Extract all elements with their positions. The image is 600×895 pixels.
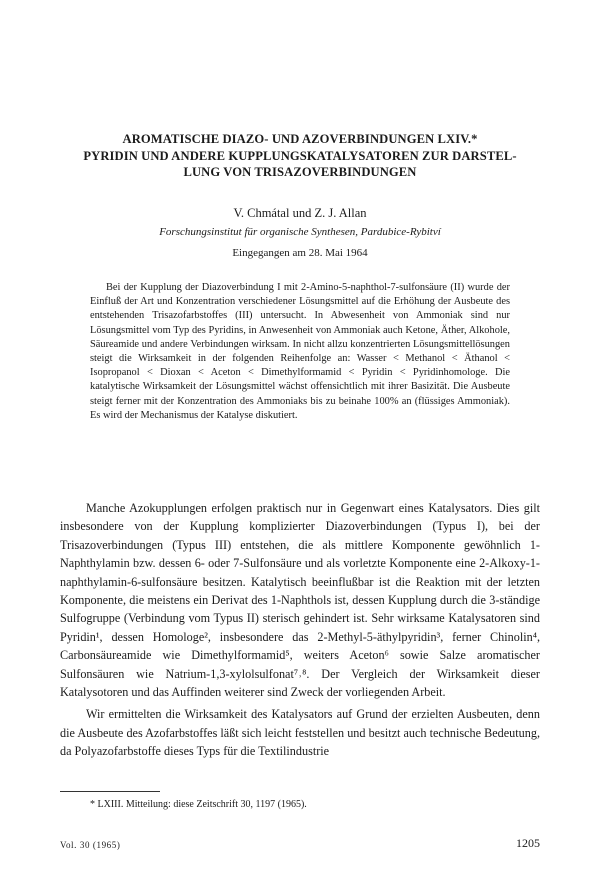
footnote-rule [60,791,160,792]
body-paragraph-1: Manche Azokupplungen erfolgen praktisch nur in Gegenwart eines Katalysators. Dies gilt insbesondere von der Kupplung komplizierter Diazoverbindungen (Typus I), bei der Trisazoverbindungen (Typus III) entstehen, die als mittlere Komponente gewöhnlich 1-Naphthylamin bzw. dessen 6- oder 7-Sulfonsäure und als vorletzte Komponente eine 2-Alkoxy-1-naphthylamin-6-sulfonsäure besitzen. Katalytisch beeinflußbar ist die Reaktion mit der letzten Komponente, die meistens ein Derivat des 1-Naphthols ist, dessen Kupplung durch die 3-ständige Sulfogruppe (Verbindung vom Typus II) sterisch gehindert ist. Sehr wirksame Katalysatoren sind Pyridin¹, dessen Homologe², insbesondere das 2-Methyl-5-äthylpyridin³, ferner Chinolin⁴, Carbonsäureamide wie Dimethylformamid⁵, weiters Aceton⁶ sowie Salze aromatischer Sulfonsäuren wie Natrium-1,3-xylolsulfonat⁷˒⁸. Der Vergleich der Wirksamkeit dieser Katalysotoren und das Auffinden weiterer sind Zweck der vorliegenden Arbeit. [60,501,540,700]
body-text [60,499,540,765]
page-number: 1205 [516,836,540,850]
title-line-1: AROMATISCHE DIAZO- UND AZOVERBINDUNGEN LXIV.* [122,132,478,146]
footnote: * LXIII. Mitteilung: diese Zeitschrift 30, 1197 (1965). [90,799,307,810]
title-line-3: LUNG VON TRISAZOVERBINDUNGEN [183,165,417,179]
title-line-2: PYRIDIN UND ANDERE KUPPLUNGSKATALYSATOREN ZUR DARSTEL- [83,148,517,163]
abstract: Bei der Kupplung der Diazoverbindung I mit 2-Amino-5-naphthol-7-sulfonsäure (II) wurde der Einfluß der Art und Konzentration verschiedener Lösungsmittel auf die Erhöhung der Ausbeute des entstehenden Trisazofarbstoffes (III) untersucht. In Abwesenheit von Ammoniak sind nur Lösungsmittel vom Typ des Pyridins, in Anwesenheit von Ammoniak auch Ketone, Äther, Alkohole, Säureamide und andere Verbindungen wirksam. In nicht allzu konzentrierten Lösungsmittellösungen steigt die Wirksamkeit in der folgenden Reihenfolge an: Wasser < Methanol < Äthanol < Isopropanol < Dioxan < Aceton < Dimethylformamid < Pyridin < Pyridinhomologe. Die katalytische Wirksamkeit der Lösungsmittel wächst offensichtlich mit ihrer Basizität. Die Ausbeute steigt ferner mit der Konzentration des Ammoniaks bis zu beinahe 100% an (flüssiges Ammoniak). Es wird der Mechanismus der Katalyse diskutiert. [90,282,510,421]
authors: V. Chmátal und Z. J. Allan [233,206,367,220]
journal-volume: Vol. 30 (1965) [60,840,121,850]
received-date: Eingegangen am 28. Mai 1964 [232,247,368,259]
affiliation: Forschungsinstitut für organische Synthesen, Pardubice-Rybitví [159,226,441,238]
body-paragraph-2: Wir ermittelten die Wirksamkeit des Katalysators auf Grund der erzielten Ausbeuten, denn die Ausbeute des Azofarbstoffes läßt sich leicht feststellen und besitzt auch technische Bedeutung, da Polyazofarbstoffe dieses Typs für die Textilindustrie [60,707,540,759]
article-title [60,131,540,181]
